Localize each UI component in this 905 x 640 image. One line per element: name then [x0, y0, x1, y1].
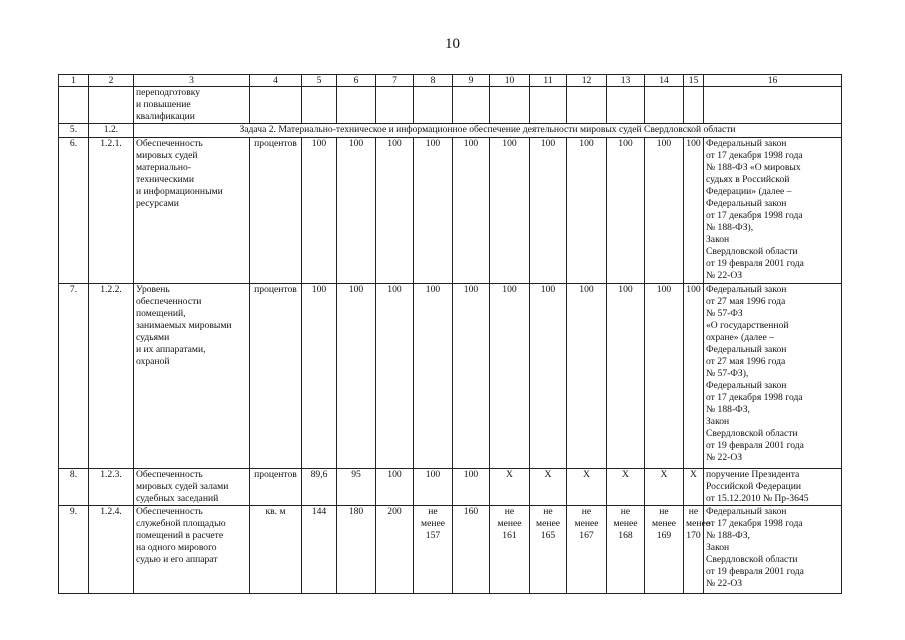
row-code: 1.2.3. [89, 469, 134, 506]
value-cell: 100 [453, 138, 490, 284]
legal-basis: поручение Президента Российской Федерации от 15.12.2010 № Пр-3645 [704, 469, 842, 506]
value-cell: 100 [645, 284, 684, 469]
value-cell: 100 [684, 284, 704, 469]
value-cell: 95 [337, 469, 376, 506]
value-cell: не менее 167 [567, 506, 607, 594]
header-cell: 16 [704, 75, 842, 87]
value-cell: не менее 157 [414, 506, 453, 594]
value-cell: не менее 170 [684, 506, 704, 594]
table-row [59, 284, 842, 469]
value-cell: Х [530, 469, 567, 506]
value-cell: 100 [337, 138, 376, 284]
page-number: 10 [445, 36, 460, 52]
row-code: 1.2.2. [89, 284, 134, 469]
continuation-row [59, 87, 842, 124]
indicator-name: Обеспеченность мировых судей материально- техническими и информационными ресурсами [134, 138, 250, 284]
header-cell: 7 [376, 75, 414, 87]
value-cell: 100 [414, 469, 453, 506]
value-cell: 100 [302, 138, 337, 284]
value-cell: 100 [490, 138, 530, 284]
row-number: 6. [59, 138, 89, 284]
value-cell: не менее 165 [530, 506, 567, 594]
value-cell: 100 [376, 469, 414, 506]
legal-basis: Федеральный закон от 27 мая 1996 года № 57-ФЗ «О государственной охране» (далее – Федеральный закон от 27 мая 1996 года № 57-ФЗ), Федеральный закон от 17 декабря 1998 года № 188-ФЗ, Закон Свердловской области от 19 февраля 2001 года № 22-ОЗ [704, 284, 842, 469]
value-cell: 200 [376, 506, 414, 594]
header-row [59, 75, 842, 87]
indicator-name: Обеспеченность служебной площадью помещений в расчете на одного мирового судью и его аппарат [134, 506, 250, 594]
value-cell: 100 [376, 284, 414, 469]
value-cell: 100 [645, 138, 684, 284]
value-cell: 100 [530, 138, 567, 284]
header-cell: 1 [59, 75, 89, 87]
value-cell: 100 [302, 284, 337, 469]
unit: процентов [250, 469, 302, 506]
header-cell: 8 [414, 75, 453, 87]
value-cell: 100 [453, 284, 490, 469]
task-code: 1.2. [89, 124, 134, 138]
task-num: 5. [59, 124, 89, 138]
value-cell: не менее 169 [645, 506, 684, 594]
row-code: 1.2.4. [89, 506, 134, 594]
value-cell: Х [490, 469, 530, 506]
value-cell: Х [567, 469, 607, 506]
header-cell: 11 [530, 75, 567, 87]
row-number: 8. [59, 469, 89, 506]
header-cell: 3 [134, 75, 250, 87]
continuation-text: переподготовку и повышение квалификации [134, 87, 250, 124]
table-row [59, 138, 842, 284]
value-cell: 100 [607, 284, 645, 469]
value-cell: 100 [567, 284, 607, 469]
value-cell: 100 [607, 138, 645, 284]
table-row [59, 506, 842, 594]
row-number: 9. [59, 506, 89, 594]
row-number: 7. [59, 284, 89, 469]
legal-basis: Федеральный закон от 17 декабря 1998 года № 188-ФЗ «О мировых судьях в Российской Федерации» (далее – Федеральный закон от 17 декабря 1998 года № 188-ФЗ), Закон Свердловской области от 19 февраля 2001 года № 22-ОЗ [704, 138, 842, 284]
indicator-name: Обеспеченность мировых судей залами судебных заседаний [134, 469, 250, 506]
task-row [59, 124, 842, 138]
header-cell: 2 [89, 75, 134, 87]
value-cell: 144 [302, 506, 337, 594]
value-cell: не менее 161 [490, 506, 530, 594]
value-cell: 180 [337, 506, 376, 594]
value-cell: 100 [414, 284, 453, 469]
table-row [59, 469, 842, 506]
indicator-name: Уровень обеспеченности помещений, занимаемых мировыми судьями и их аппаратами, охраной [134, 284, 250, 469]
value-cell: 100 [453, 469, 490, 506]
row-code: 1.2.1. [89, 138, 134, 284]
value-cell: Х [607, 469, 645, 506]
unit: процентов [250, 284, 302, 469]
value-cell: 100 [337, 284, 376, 469]
value-cell: Х [645, 469, 684, 506]
value-cell: 100 [684, 138, 704, 284]
value-cell: 100 [376, 138, 414, 284]
header-cell: 10 [490, 75, 530, 87]
header-cell: 13 [607, 75, 645, 87]
value-cell: 100 [530, 284, 567, 469]
indicators-table [58, 74, 842, 594]
header-cell: 14 [645, 75, 684, 87]
value-cell: 160 [453, 506, 490, 594]
value-cell: 100 [567, 138, 607, 284]
value-cell: Х [684, 469, 704, 506]
task-title: Задача 2. Материально-техническое и информационное обеспечение деятельности мировых судей Свердловской области [134, 124, 842, 138]
value-cell: 100 [490, 284, 530, 469]
header-cell: 6 [337, 75, 376, 87]
unit: процентов [250, 138, 302, 284]
legal-basis: Федеральный закон от 17 декабря 1998 года № 188-ФЗ, Закон Свердловской области от 19 февраля 2001 года № 22-ОЗ [704, 506, 842, 594]
value-cell: 100 [414, 138, 453, 284]
header-cell: 15 [684, 75, 704, 87]
value-cell: не менее 168 [607, 506, 645, 594]
header-cell: 9 [453, 75, 490, 87]
header-cell: 5 [302, 75, 337, 87]
header-cell: 12 [567, 75, 607, 87]
unit: кв. м [250, 506, 302, 594]
header-cell: 4 [250, 75, 302, 87]
value-cell: 89,6 [302, 469, 337, 506]
